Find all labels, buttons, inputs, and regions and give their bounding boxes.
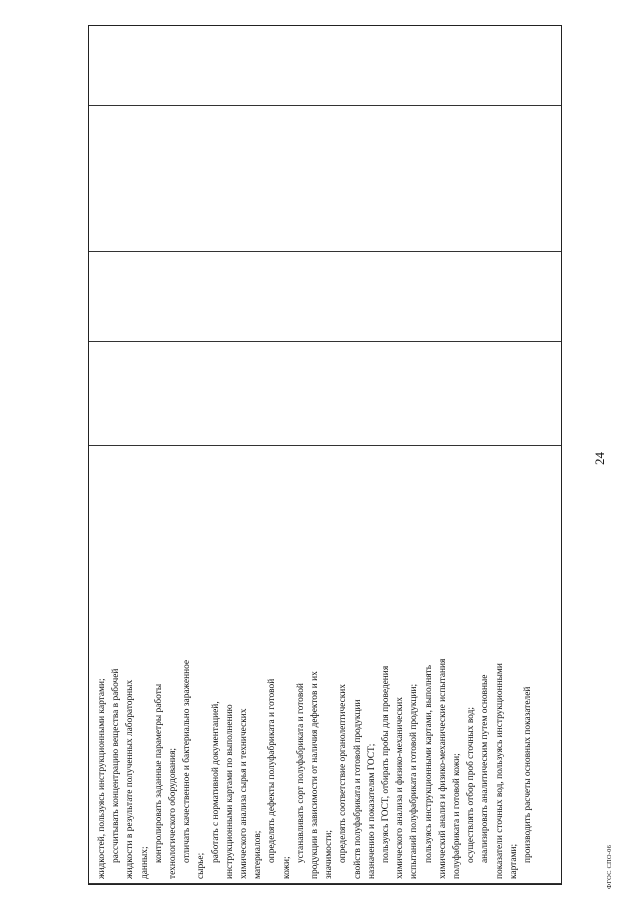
skill-line: химического анализа сырья и технических <box>239 708 250 879</box>
page-number: 24 <box>592 452 607 465</box>
skill-line: устанавливать сорт полуфабриката и готовой <box>295 683 306 863</box>
skill-line: определять дефекты полуфабриката и готовой <box>267 678 278 863</box>
skill-line: кожи; <box>281 856 292 879</box>
skill-line: картами; <box>508 843 519 879</box>
skill-line: жидкостей, пользуясь инструкционными картами; <box>97 678 107 879</box>
skill-line: производить расчеты основных показателей <box>523 686 534 863</box>
skill-line: сырье; <box>196 852 207 879</box>
column-divider-4 <box>89 105 561 106</box>
skill-line: данных; <box>139 846 150 879</box>
skill-line: полуфабриката и готовой кожи; <box>452 753 463 879</box>
column-divider-3 <box>89 251 561 252</box>
skill-line: контролировать заданные параметры работы <box>153 683 164 863</box>
skill-line: значимости; <box>324 830 335 879</box>
skill-line: инструкционными картами по выполнению <box>224 704 235 879</box>
skill-line: показатели сточных вод, пользуясь инструкционными <box>494 663 505 879</box>
skill-line: пользуясь инструкционными картами, выполнять <box>423 665 434 863</box>
skill-line: испытаний полуфабриката и готовой продукции; <box>409 683 420 879</box>
skill-line: химический анализ и физико-механические испытания <box>437 658 448 879</box>
skill-line: свойств полуфабриката и готовой продукции <box>352 699 363 879</box>
skill-line: работать с нормативной документацией, <box>210 701 221 863</box>
skill-line: технологического оборудования; <box>168 748 179 879</box>
skill-line: рассчитывать концентрацию вещества в рабочей <box>111 668 122 863</box>
skill-line: отличать качественное и бактериально зараженное <box>182 659 193 863</box>
competency-table <box>88 25 562 885</box>
skill-line: продукции в зависимости от наличия дефектов и их <box>310 671 321 879</box>
skill-line: материалов; <box>253 830 264 879</box>
skill-line: назначению и показателям ГОСТ; <box>366 743 377 879</box>
column-divider-1 <box>89 445 561 446</box>
skill-line: жидкости в результате полученных лабораторных <box>125 679 136 879</box>
skill-line: анализировать аналитическим путем основные <box>480 674 491 863</box>
skill-line: определять соответствие органолептических <box>338 684 349 863</box>
skills-cell <box>89 446 561 884</box>
column-divider-2 <box>89 341 561 342</box>
footer-standard-code: ФГОС СПО-06 <box>606 844 613 889</box>
skill-line: осуществлять отбор проб сточных вод; <box>466 707 477 863</box>
skill-line: пользуясь ГОСТ, отбирать пробы для проведения <box>381 665 392 863</box>
skill-line: химического анализа и физико-механических <box>395 697 406 879</box>
